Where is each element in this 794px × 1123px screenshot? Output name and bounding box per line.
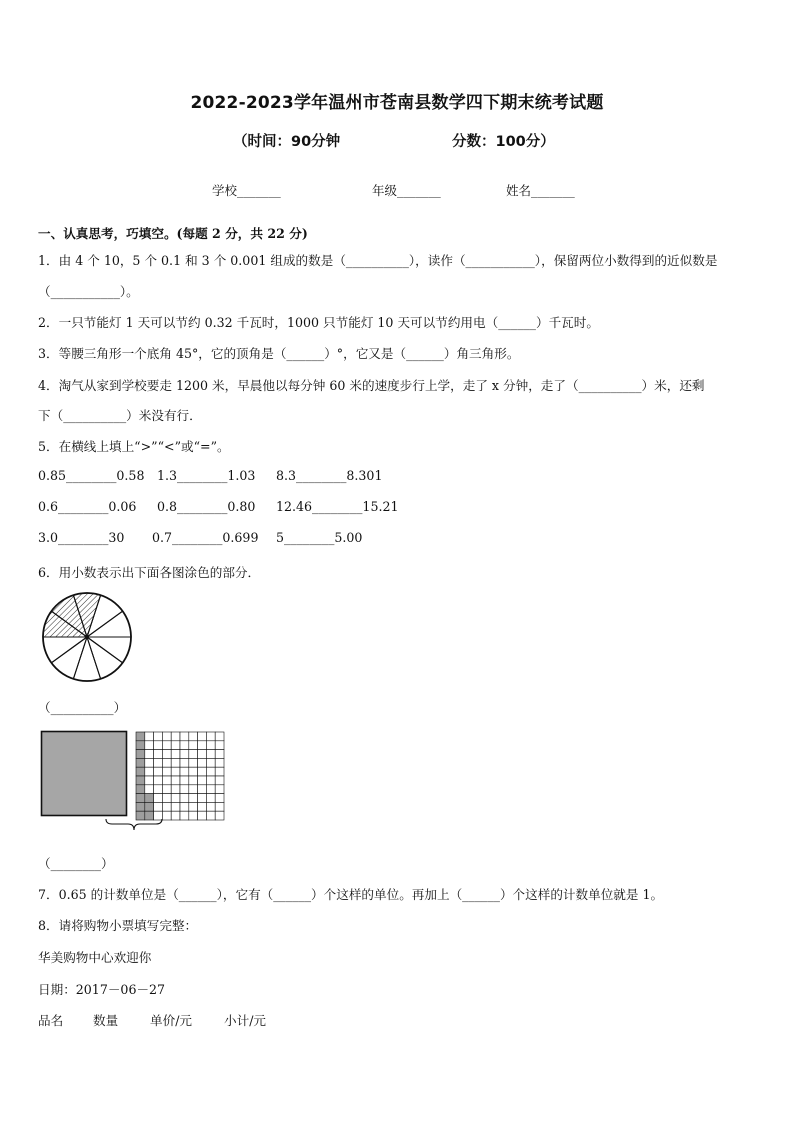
grid-cell xyxy=(206,758,215,767)
grid-cell xyxy=(206,785,215,794)
grid-cell xyxy=(206,750,215,759)
brace-mark xyxy=(104,818,164,834)
grid-cell xyxy=(215,758,224,767)
grid-cell xyxy=(215,767,224,776)
grid-cell xyxy=(206,776,215,785)
grid-cell xyxy=(215,741,224,750)
receipt-col-subtotal: 小计/元 xyxy=(224,1013,267,1028)
grid-cell xyxy=(189,776,198,785)
grid-cell xyxy=(198,732,207,741)
grid-cell xyxy=(162,741,171,750)
grid-cell xyxy=(171,794,180,803)
question-7: 7．0.65 的计数单位是（______），它有（______）个这样的单位。再加上（______）个这样的计数单位就是 1。 xyxy=(38,887,664,902)
grid-cell xyxy=(180,758,189,767)
grid-cell-shaded xyxy=(136,750,145,759)
grid-cell xyxy=(215,732,224,741)
compare-item: 8.3________8.301 xyxy=(276,468,383,483)
compare-item: 0.85________0.58 xyxy=(38,468,145,483)
grid-cell xyxy=(206,732,215,741)
exam-score: 分数：100分） xyxy=(452,134,555,150)
grid-cell xyxy=(206,811,215,820)
answer-blank-grid: （________） xyxy=(38,856,114,871)
grid-cell xyxy=(215,811,224,820)
grid-cell xyxy=(215,776,224,785)
shaded-circle-figure xyxy=(40,590,134,684)
grid-cell xyxy=(189,750,198,759)
exam-time: （时间：90分钟 xyxy=(233,134,341,150)
grid-cell xyxy=(171,802,180,811)
grid-cell xyxy=(198,811,207,820)
grid-cell xyxy=(171,767,180,776)
grid-cell xyxy=(154,767,163,776)
question-3: 3．等腰三角形一个底角 45°，它的顶角是（______）°，它又是（______）角三角形。 xyxy=(38,346,520,361)
compare-item: 5________5.00 xyxy=(276,530,363,545)
grid-cell-shaded xyxy=(136,732,145,741)
grid-cell xyxy=(162,767,171,776)
circle-sector xyxy=(87,637,123,679)
grid-cell xyxy=(162,802,171,811)
grid-cell xyxy=(180,750,189,759)
question-4-continued: 下（__________）米没有行． xyxy=(38,408,202,423)
receipt-col-name: 品名 xyxy=(38,1013,64,1028)
grid-cell xyxy=(189,741,198,750)
question-4: 4．淘气从家到学校要走 1200 米，早晨他以每分钟 60 米的速度步行上学，走了 x 分钟，走了（__________）米，还剩 xyxy=(38,378,705,393)
grid-cell xyxy=(162,732,171,741)
grid-cell xyxy=(145,767,154,776)
grid-cell xyxy=(215,794,224,803)
grid-cell xyxy=(189,758,198,767)
grid-cell xyxy=(154,794,163,803)
compare-item: 0.6________0.06 xyxy=(38,499,137,514)
grid-cell xyxy=(171,811,180,820)
grid-cell xyxy=(154,785,163,794)
grid-cell xyxy=(162,794,171,803)
grid-cell xyxy=(145,741,154,750)
grid-cell xyxy=(154,776,163,785)
grid-cell xyxy=(154,741,163,750)
grid-cell xyxy=(189,732,198,741)
grid-cell xyxy=(154,750,163,759)
grid-cell xyxy=(162,785,171,794)
grid-cell xyxy=(198,758,207,767)
compare-item: 0.8________0.80 xyxy=(157,499,256,514)
grid-cell-shaded xyxy=(145,802,154,811)
question-2: 2．一只节能灯 1 天可以节约 0.32 千瓦时，1000 只节能灯 10 天可以节约用电（______）千瓦时。 xyxy=(38,315,599,330)
grid-cell xyxy=(206,741,215,750)
compare-item: 3.0________30 xyxy=(38,530,125,545)
grid-cell-shaded xyxy=(136,758,145,767)
grid-cell xyxy=(171,750,180,759)
grid-cell xyxy=(189,802,198,811)
compare-item: 12.46________15.21 xyxy=(276,499,399,514)
question-8: 8．请将购物小票填写完整： xyxy=(38,918,198,933)
square-shade xyxy=(42,732,127,816)
grid-cell xyxy=(180,811,189,820)
grid-cell xyxy=(154,732,163,741)
grid-cell-shaded xyxy=(136,794,145,803)
compare-item: 0.7________0.699 xyxy=(152,530,259,545)
grid-cell xyxy=(206,802,215,811)
grid-cell xyxy=(154,802,163,811)
compare-item: 1.3________1.03 xyxy=(157,468,256,483)
grid-cell-shaded xyxy=(136,802,145,811)
grid-cell xyxy=(145,785,154,794)
grid-cell xyxy=(180,802,189,811)
receipt-col-price: 单价/元 xyxy=(150,1013,193,1028)
grid-cell xyxy=(198,802,207,811)
grid-cell xyxy=(171,776,180,785)
grid-cell xyxy=(189,785,198,794)
grid-cell xyxy=(198,741,207,750)
grid-cell xyxy=(171,732,180,741)
receipt-col-qty: 数量 xyxy=(93,1013,119,1028)
grid-cell xyxy=(189,811,198,820)
shaded-square-figure xyxy=(40,730,130,818)
question-5: 5．在横线上填上“>”“<”或“=”。 xyxy=(38,439,230,454)
grid-cell xyxy=(171,785,180,794)
grid-cell xyxy=(154,758,163,767)
school-field: 学校_______ xyxy=(212,183,281,198)
page-title: 2022-2023学年温州市苍南县数学四下期末统考试题 xyxy=(190,93,604,113)
answer-blank-circle: （__________） xyxy=(38,700,127,715)
grid-cell xyxy=(198,785,207,794)
grid-cell xyxy=(145,732,154,741)
section-heading: 一、认真思考，巧填空。(每题 2 分，共 22 分) xyxy=(38,226,308,241)
grid-cell xyxy=(180,785,189,794)
grid-cell xyxy=(171,758,180,767)
grid-cell xyxy=(215,785,224,794)
grid-cell xyxy=(162,776,171,785)
grade-field: 年级_______ xyxy=(372,183,441,198)
grid-cell xyxy=(180,741,189,750)
grid-cell xyxy=(180,767,189,776)
grid-cell xyxy=(198,767,207,776)
grid-cell xyxy=(145,776,154,785)
grid-cell xyxy=(180,794,189,803)
question-6: 6．用小数表示出下面各图涂色的部分． xyxy=(38,565,261,580)
hundred-grid-figure xyxy=(134,730,226,822)
grid-cell-shaded xyxy=(145,794,154,803)
receipt-shop-name: 华美购物中心欢迎你 xyxy=(38,950,152,965)
grid-cell xyxy=(189,794,198,803)
grid-cell xyxy=(145,758,154,767)
grid-cell xyxy=(180,776,189,785)
grid-cell xyxy=(189,767,198,776)
grid-cell xyxy=(198,776,207,785)
grid-cell xyxy=(162,750,171,759)
grid-cell xyxy=(215,802,224,811)
question-1: 1．由 4 个 10，5 个 0.1 和 3 个 0.001 组成的数是（__________），读作（___________），保留两位小数得到的近似数是 xyxy=(38,253,718,268)
grid-cell xyxy=(206,767,215,776)
grid-cell xyxy=(215,750,224,759)
name-field: 姓名_______ xyxy=(506,183,575,198)
grid-cell-shaded xyxy=(136,741,145,750)
grid-cell-shaded xyxy=(136,767,145,776)
grid-cell xyxy=(145,750,154,759)
circle-sector xyxy=(51,637,87,679)
receipt-date: 日期：2017－06－27 xyxy=(38,982,166,997)
grid-cell xyxy=(180,732,189,741)
question-1-continued: （___________）。 xyxy=(38,284,139,299)
grid-cell-shaded xyxy=(136,776,145,785)
grid-cell-shaded xyxy=(136,785,145,794)
grid-cell xyxy=(198,794,207,803)
grid-cell xyxy=(206,794,215,803)
grid-cell xyxy=(162,758,171,767)
grid-cell xyxy=(198,750,207,759)
grid-cell xyxy=(171,741,180,750)
